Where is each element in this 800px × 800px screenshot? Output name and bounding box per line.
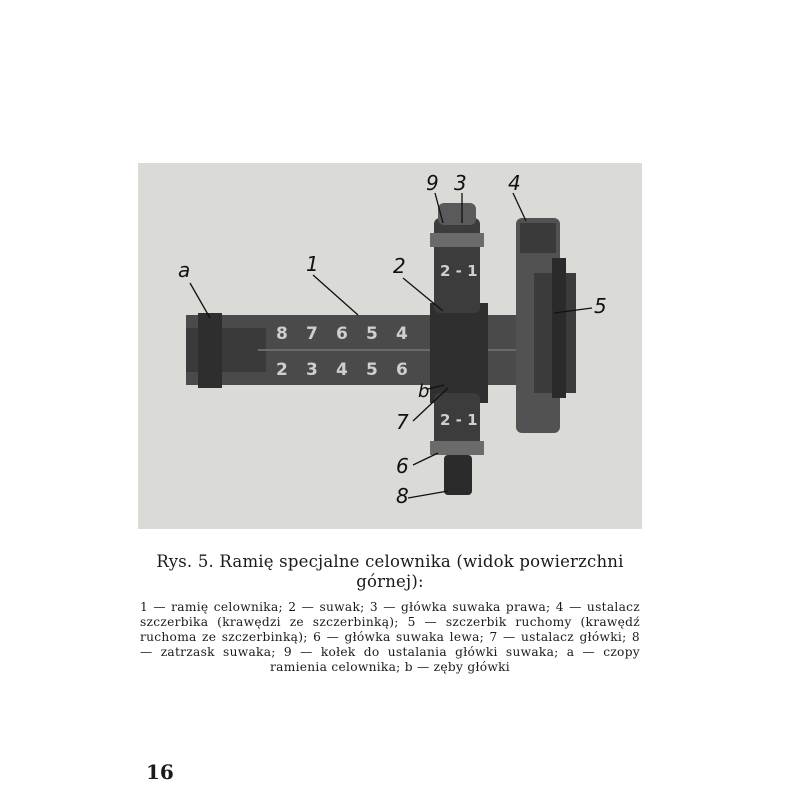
scale-digit: 5 — [366, 324, 378, 344]
scale-digit: 4 — [336, 360, 348, 380]
label-3: 3 — [454, 171, 467, 195]
label-7: 7 — [396, 410, 409, 434]
scale-digit: 6 — [336, 324, 348, 344]
label-8: 8 — [396, 484, 409, 508]
knob-top-digits: 2 - 1 — [440, 262, 478, 280]
scale-digit: 7 — [306, 324, 318, 344]
figure-caption: Rys. 5. Ramię specjalne celownika (widok powierzchni górnej): — [156, 552, 624, 591]
label-9: 9 — [426, 171, 439, 195]
label-4: 4 — [508, 171, 521, 195]
figure-legend: 1 — ramię celownika; 2 — suwak; 3 — główka suwaka prawa; 4 — ustalacz szczerbika (krawędzi ze szczerbinką); 5 — szczerbik ruchomy (krawędź ruchoma ze szczerbinką); 6 — główka suwaka lewa; 7 — ustalacz główki; 8 — zatrzask suwaka; 9 — kołek do ustalania główki suwaka; a — czopy ramienia celownika; b — zęby główki — [140, 600, 640, 674]
scale-digit: 6 — [396, 360, 408, 380]
scale-digit: 2 — [276, 360, 288, 380]
label-b: b — [418, 381, 430, 402]
scale-digit: 8 — [276, 324, 288, 344]
scale-digit: 4 — [396, 324, 408, 344]
knob-bottom-digits: 2 - 1 — [440, 411, 478, 429]
scale-digit: 3 — [306, 360, 318, 380]
sight-arm-illustration — [138, 163, 642, 529]
page-number: 16 — [146, 760, 174, 784]
knob-pin — [438, 203, 476, 225]
label-a: a — [178, 258, 191, 282]
label-1: 1 — [306, 252, 319, 276]
figure-photo — [138, 163, 642, 529]
scale-digit: 5 — [366, 360, 378, 380]
slider — [430, 303, 488, 403]
pivot-pin-a — [198, 313, 222, 388]
label-2: 2 — [393, 254, 406, 278]
slider-latch — [444, 455, 472, 495]
label-6: 6 — [396, 454, 409, 478]
label-5: 5 — [594, 294, 607, 318]
